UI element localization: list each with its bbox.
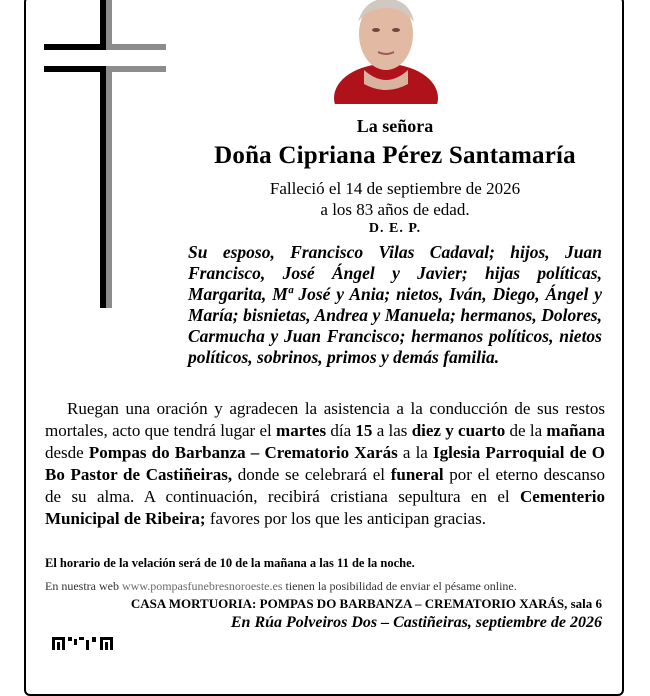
body-bold: diez y cuarto [411, 421, 506, 440]
web-text: En nuestra web [45, 579, 122, 593]
body-bold: Pompas do Barbanza – Crematorio Xarás [88, 443, 398, 462]
body-bold: martes [276, 421, 327, 440]
intro-text: La señora [356, 116, 434, 136]
body-text: a la [397, 443, 434, 462]
body-text: desde [45, 443, 89, 462]
deceased-portrait [334, 0, 439, 104]
death-info [140, 178, 650, 220]
body-text: por el eterno descanso de su alma. A continuación, recibirá cristiana sepultura en el [45, 465, 606, 506]
body-bold: 15 [355, 421, 373, 440]
body-bold: funeral [390, 465, 444, 484]
web-note [45, 579, 517, 594]
ceremony-paragraph [45, 398, 605, 530]
body-bold: Iglesia Parroquial de O Bo Pastor de Castiñeiras, [45, 443, 605, 484]
body-text: a las [372, 421, 412, 440]
body-text: donde se celebrará el [232, 465, 391, 484]
deceased-name: Doña Cipriana Pérez Santamaría [214, 142, 576, 169]
body-bold: Cementerio Municipal de Ribeira; [45, 487, 605, 528]
body-text: Ruegan una oración y agradecen la asistencia a la conducción de sus restos mortales, acto que tendrá lugar el [45, 399, 605, 440]
rip-text: D. E. P. [368, 221, 422, 236]
funeral-home: CASA MORTUORIA: POMPAS DO BARBANZA – CREMATORIO XARÁS, sala 6 [130, 596, 602, 611]
wake-hours: El horario de la velación será de 10 de la mañana a las 11 de la noche. [45, 556, 415, 570]
body-text: de la [505, 421, 547, 440]
qr-code-icon [52, 637, 118, 650]
death-date: Falleció el 14 de septiembre de 2026 [269, 179, 521, 198]
web-text: tienen la posibilidad de enviar el pésame online. [282, 579, 517, 593]
death-age: a los 83 años de edad. [320, 200, 470, 219]
family-list: Su esposo, Francisco Vilas Cadaval; hijos, Juan Francisco, José Ángel y Javier; hijas políticas, Margarita, Mª José y Ania; nietos, Iván, Diego, Ángel y María; bisnietas, Andrea y Manuela; hermanos, Dolores, Carmucha y Juan Francisco; hermanos políticos, nietos políticos, sobrinos, primos y demás familia. [188, 242, 602, 367]
body-text: día [326, 421, 356, 440]
web-link[interactable]: www.pompasfunebresnoroeste.es [121, 579, 283, 593]
body-text: favores por los que les anticipan gracias. [205, 509, 486, 528]
body-bold: mañana [546, 421, 605, 440]
place-date: En Rúa Polveiros Dos – Castiñeiras, septiembre de 2026 [230, 614, 602, 631]
